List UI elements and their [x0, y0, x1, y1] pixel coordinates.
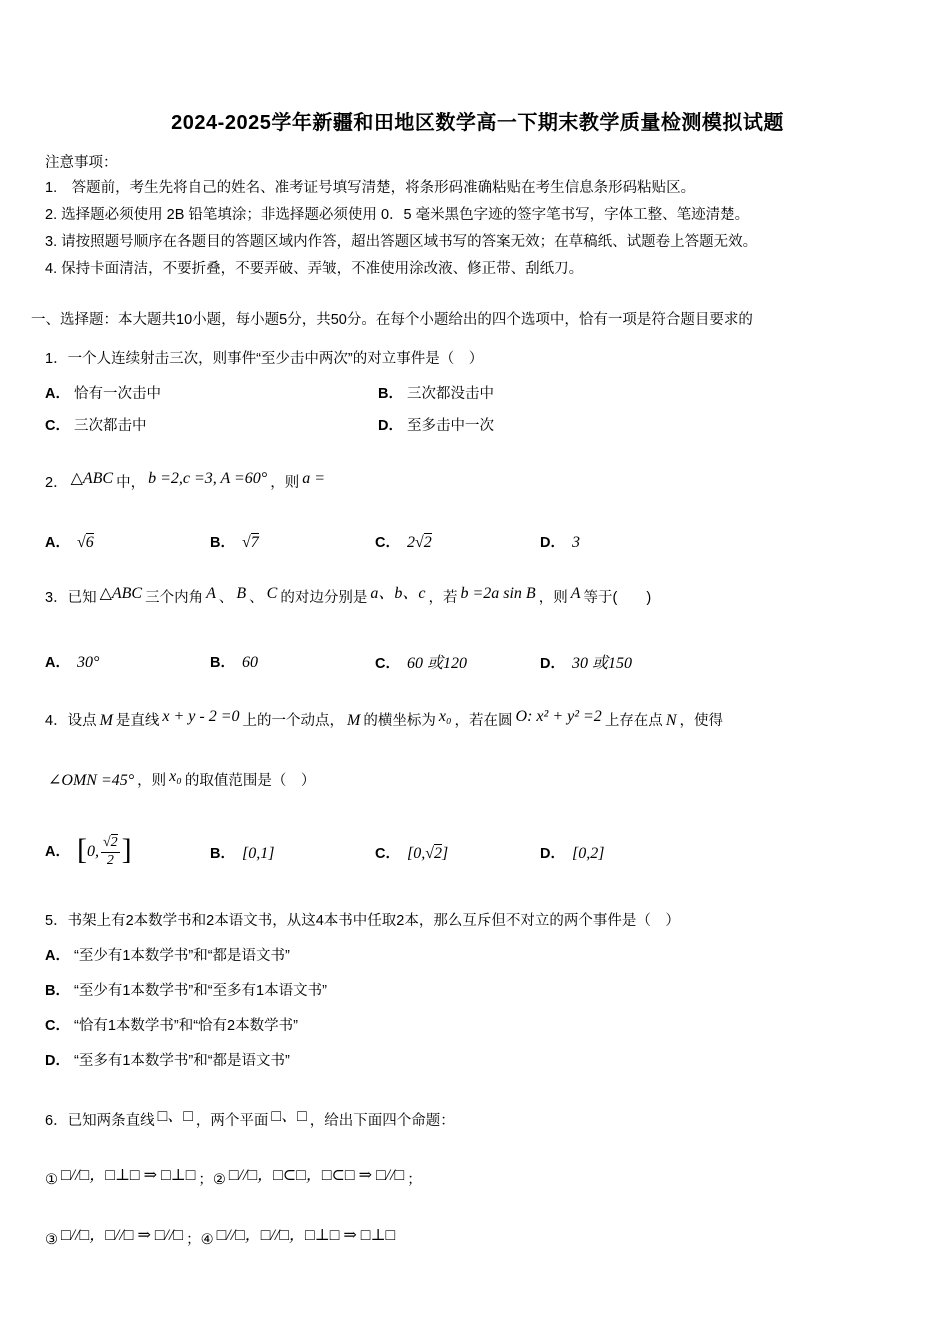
question-3 — [45, 586, 910, 673]
notice-item-4: 4. 保持卡面清洁，不要折叠，不要弄破、弄皱，不准使用涂改液、修正带、刮纸刀。 — [45, 261, 584, 277]
proposition-4-math: □//□，□//□，□⊥□ ⇒ □⊥□ — [216, 1227, 396, 1245]
option-label: C． — [45, 418, 70, 434]
question-6-propositions-line-1 — [45, 1167, 910, 1193]
fraction-denominator: 2 — [106, 853, 114, 869]
stem-text: 是直线 — [115, 713, 160, 729]
option-math — [407, 534, 432, 551]
option-math — [572, 534, 580, 551]
question-2-option-c — [375, 531, 540, 552]
question-5-option-d — [45, 1050, 910, 1073]
proposition-1-label: ① — [45, 1172, 58, 1189]
stem-text: 中， — [116, 475, 146, 491]
radicand: 2 — [110, 835, 118, 850]
proposition-1-separator: ； — [198, 1172, 213, 1189]
proposition-2-math: □//□，□⊂□，□⊂□ ⇒ □//□ — [228, 1167, 405, 1185]
separator: 、 — [249, 590, 264, 606]
option-math: 30 或150 — [571, 655, 632, 672]
math-point-m2: M — [347, 712, 361, 729]
math-triangle-abc: △ABC — [99, 585, 143, 602]
stem-text: ，两个平面 — [195, 1113, 269, 1130]
stem-text: 的横坐标为 — [363, 713, 436, 729]
interval-start: [0, — [406, 844, 426, 862]
question-5-option-c — [45, 1015, 910, 1038]
math-angle-b: B — [236, 585, 247, 602]
proposition-2-separator: ； — [407, 1172, 422, 1189]
question-2-option-a — [45, 531, 210, 552]
math-point-n: N — [665, 712, 677, 729]
math-angle-c: C — [266, 585, 278, 602]
option-math — [242, 534, 259, 551]
math-given-values: b =2,c =3, A =60° — [148, 470, 268, 487]
coefficient: 2 — [406, 534, 415, 551]
question-1-options-row-1 — [45, 382, 910, 403]
math-angle-omn: ∠OMN =45° — [48, 772, 135, 789]
notice-item-1: 1. 答题前，考生先将自己的姓名、准考证号填写清楚，将条形码准确粘贴在考生信息条形码粘贴区。 — [45, 180, 696, 196]
math-a-equals: a = — [302, 470, 325, 487]
math-line-equation: x + y - 2 =0 — [162, 708, 240, 725]
question-4-options — [45, 835, 910, 869]
option-text: 恰有一次击中 — [73, 386, 161, 402]
open-bracket: [ — [76, 833, 87, 867]
radical-sign: √ — [76, 534, 86, 551]
option-label: D． — [540, 535, 565, 551]
question-4-stem-line-2 — [45, 769, 910, 793]
math-x0-2: x₀ — [169, 768, 182, 785]
close-bracket: ] — [121, 833, 132, 867]
notice-item-2: 2. 选择题必须使用 2B 铅笔填涂；非选择题必须使用 0．5 毫米黑色字迹的签字笔书写，字体工整、笔迹清楚。 — [45, 207, 750, 223]
question-4-stem-line-1 — [45, 709, 910, 733]
stem-text: 等于( ) — [583, 590, 652, 606]
question-5-option-b — [45, 980, 910, 1003]
option-label: C． — [45, 1018, 70, 1035]
question-6-stem — [45, 1109, 910, 1133]
option-text: “恰有1本数学书”和“恰有2本数学书” — [73, 1018, 298, 1035]
option-math: 30° — [76, 654, 100, 671]
stem-text: 上存在点 — [604, 713, 663, 729]
math-circle-equation: O: x² + y² =2 — [515, 708, 602, 725]
question-number: 3．已知 — [45, 590, 97, 606]
stem-text: ，则 — [270, 475, 300, 491]
radicand: 6 — [85, 534, 94, 551]
stem-text: 的对边分别是 — [280, 590, 368, 606]
option-text: “至少有1本数学书”和“至多有1本语文书” — [73, 983, 327, 1000]
proposition-2-label: ② — [212, 1172, 226, 1189]
question-2-option-d — [540, 531, 705, 552]
stem-text: ，使得 — [679, 713, 723, 729]
proposition-4-label: ④ — [200, 1232, 214, 1249]
radicand: 7 — [250, 534, 259, 551]
question-4 — [45, 709, 910, 869]
question-4-option-d — [540, 842, 705, 863]
question-3-option-b — [210, 651, 375, 672]
notice-section — [45, 151, 910, 283]
option-text: 三次都没击中 — [406, 386, 494, 402]
radicand: 2 — [434, 844, 442, 862]
radicand: 2 — [423, 534, 432, 551]
option-label: C． — [375, 535, 400, 551]
question-2-stem — [45, 471, 910, 495]
math-condition: b =2a sin B — [460, 585, 536, 602]
question-6 — [45, 1109, 910, 1253]
math-x0: x₀ — [438, 708, 452, 725]
proposition-1-math: □//□，□⊥□ ⇒ □⊥□ — [61, 1167, 196, 1185]
option-math — [407, 845, 448, 862]
option-label: B． — [210, 655, 235, 671]
option-label: A． — [45, 386, 70, 402]
math-triangle-abc: △ABC — [70, 470, 114, 487]
option-label: C． — [375, 656, 400, 672]
question-1-option-c — [45, 414, 378, 435]
radical-sign: √ — [414, 534, 424, 551]
option-label: A． — [45, 535, 70, 551]
option-label: B． — [45, 983, 70, 1000]
stem-text: ，若 — [428, 590, 458, 606]
math-point-m: M — [99, 712, 113, 729]
section-heading: 一、选择题：本大题共10小题，每小题5分，共50分。在每个小题给出的四个选项中，恰有一项是符合题目要求的 — [31, 312, 753, 328]
question-5 — [45, 909, 910, 1073]
question-2-options — [45, 531, 910, 552]
option-label: D． — [540, 845, 565, 862]
option-label: A． — [45, 843, 70, 860]
option-text: “至少有1本数学书”和“都是语文书” — [73, 948, 290, 965]
radical-sign: √ — [425, 844, 434, 862]
stem-text: ，则 — [137, 773, 167, 789]
interval-start: 0, — [86, 842, 99, 860]
option-label: A． — [45, 655, 70, 671]
close-bracket: ] — [442, 844, 449, 862]
math-angle-a2: A — [570, 585, 581, 602]
math-lines-placeholder: □、□ — [157, 1108, 193, 1126]
question-1-option-a — [45, 382, 378, 403]
option-math: 60 — [241, 654, 258, 671]
separator: 、 — [218, 590, 234, 606]
stem-text: ，则 — [538, 590, 568, 606]
radical-sign: √ — [102, 835, 111, 850]
option-label: C． — [375, 845, 400, 862]
stem-text: 上的一个动点， — [242, 713, 345, 729]
option-label: D． — [378, 418, 403, 434]
stem-text: ，给出下面四个命题： — [309, 1113, 455, 1130]
notice-item-3: 3. 请按照题号顺序在各题目的答题区域内作答，超出答题区域书写的答案无效；在草稿纸、试题卷上答题无效。 — [45, 234, 758, 250]
question-3-options — [45, 650, 910, 673]
proposition-3-math: □//□，□//□ ⇒ □//□ — [61, 1227, 184, 1245]
question-number: 4．设点 — [45, 713, 97, 729]
option-label: D． — [540, 656, 565, 672]
question-1-option-d — [378, 414, 711, 435]
math-sides: a、b、c — [370, 585, 426, 602]
option-label: B． — [210, 845, 235, 862]
proposition-3-label: ③ — [45, 1232, 58, 1249]
question-3-option-a — [45, 651, 210, 672]
stem-text: ，若在圆 — [454, 713, 513, 729]
option-math — [77, 534, 94, 551]
option-label: B． — [378, 386, 403, 402]
question-1-option-b — [378, 382, 711, 403]
question-5-stem: 5．书架上有2本数学书和2本语文书，从这4本书中任取2本，那么互斥但不对立的两个事件是（ ） — [45, 913, 680, 930]
question-6-propositions-line-2 — [45, 1227, 910, 1253]
proposition-3-separator: ； — [186, 1232, 201, 1249]
question-4-option-b — [210, 842, 375, 863]
math-planes-placeholder: □、□ — [271, 1108, 307, 1126]
notice-heading: 注意事项： — [45, 155, 118, 171]
question-4-option-c — [375, 842, 540, 863]
option-text: 至多击中一次 — [406, 418, 494, 434]
question-1 — [45, 347, 910, 435]
question-number: 6．已知两条直线 — [45, 1113, 155, 1130]
question-2-option-b — [210, 531, 375, 552]
question-number: 2． — [45, 475, 68, 491]
math-angle-a: A — [206, 585, 216, 602]
option-math — [76, 833, 132, 869]
option-text: 三次都击中 — [73, 418, 147, 434]
question-3-stem — [45, 586, 910, 610]
stem-text: 三个内角 — [145, 590, 204, 606]
question-1-stem: 1．一个人连续射击三次，则事件“至少击中两次”的对立事件是（ ） — [45, 351, 484, 367]
fraction-numerator — [101, 835, 120, 853]
exam-title: 2024-2025学年新疆和田地区数学高一下期末教学质量检测模拟试题 — [171, 112, 784, 134]
question-5-option-a — [45, 945, 910, 968]
question-3-option-d — [540, 650, 705, 673]
option-math: [0,2] — [571, 844, 605, 862]
option-math: [0,1] — [241, 844, 275, 862]
option-math: 60 或120 — [406, 655, 467, 672]
coefficient: 3 — [571, 534, 580, 551]
question-3-option-c — [375, 650, 540, 673]
fraction — [101, 835, 120, 869]
question-2 — [45, 471, 910, 552]
radical-sign: √ — [241, 534, 251, 551]
stem-text: 的取值范围是（ ） — [184, 773, 316, 789]
option-label: B． — [210, 535, 235, 551]
option-label: D． — [45, 1053, 70, 1070]
option-text: “至多有1本数学书”和“都是语文书” — [73, 1053, 290, 1070]
question-4-option-a — [45, 835, 210, 869]
option-label: A． — [45, 948, 70, 965]
question-1-options-row-2 — [45, 414, 910, 435]
